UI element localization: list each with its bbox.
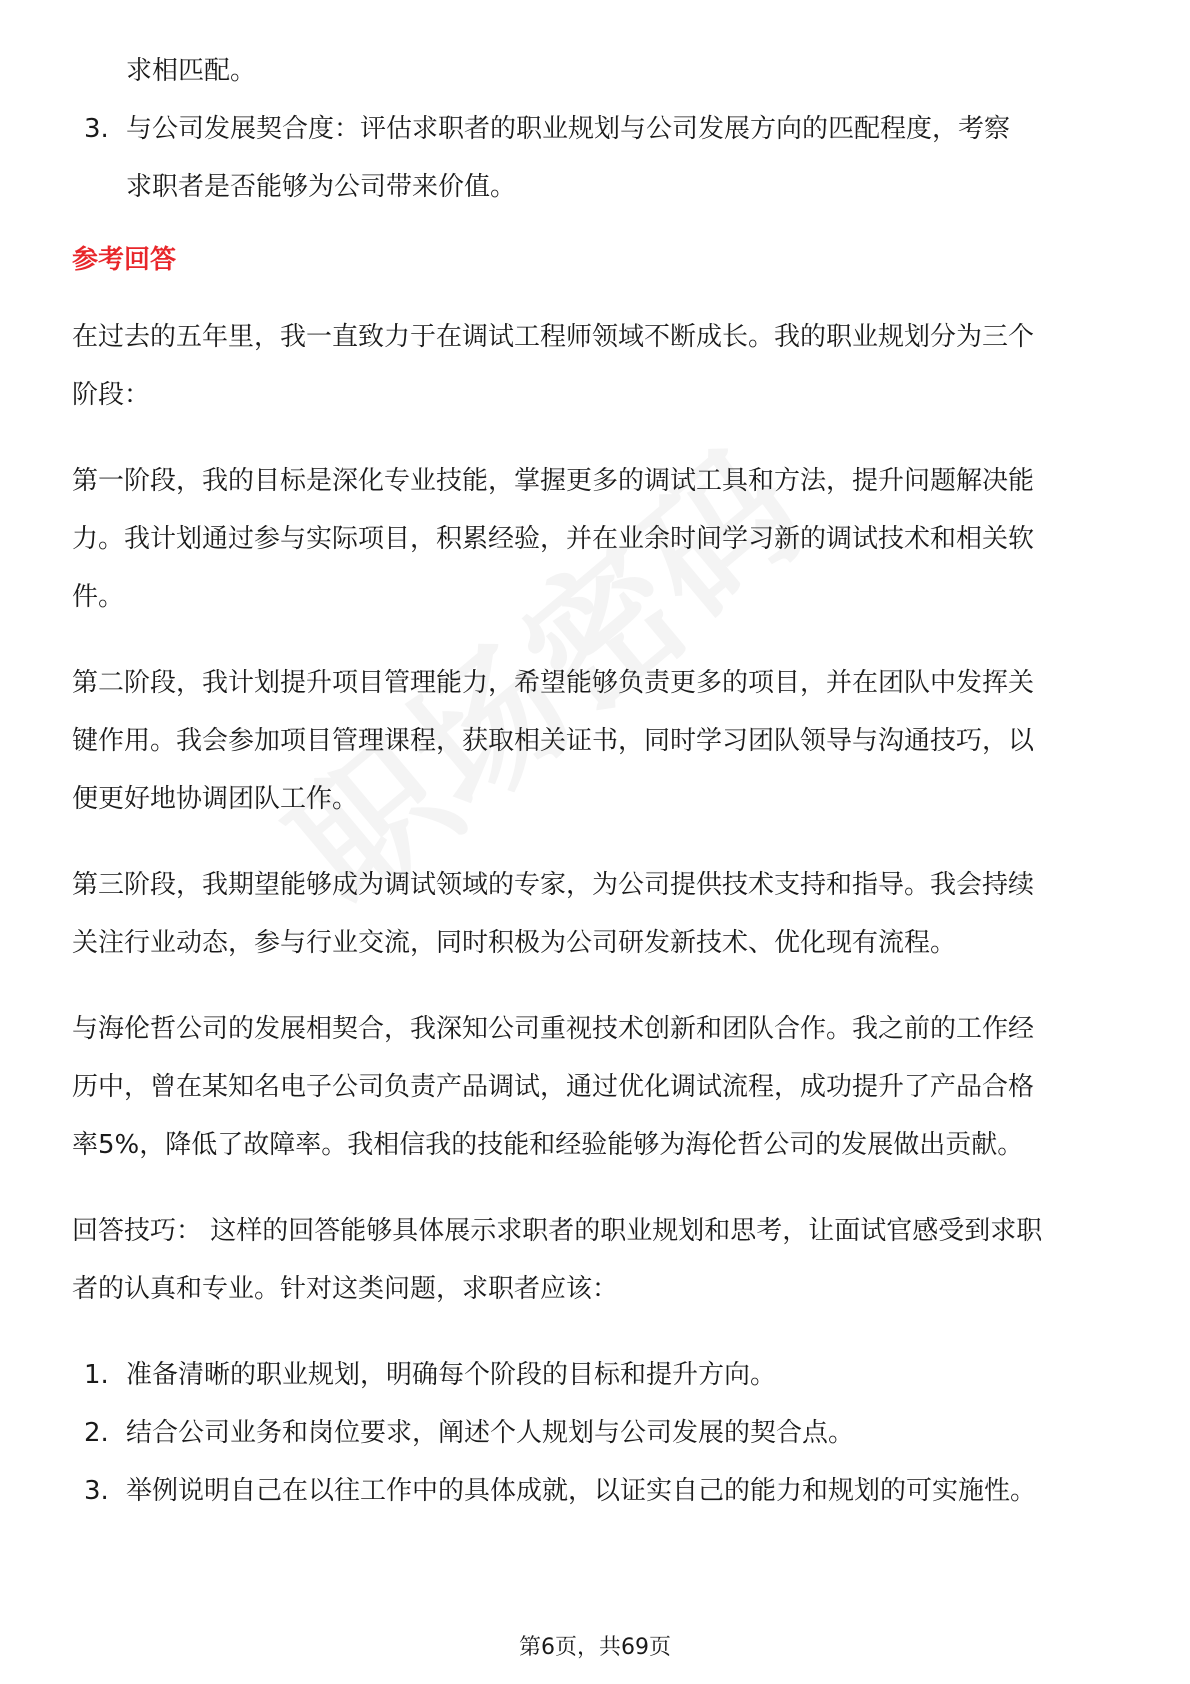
list-item-text: 准备清晰的职业规划，明确每个阶段的目标和提升方向。 xyxy=(126,1360,777,1390)
list-number: 3. xyxy=(84,1476,109,1506)
page-footer: 第6页，共69页 xyxy=(519,1635,671,1660)
list-item-line2: 求职者是否能够为公司带来价值。 xyxy=(126,172,517,202)
list-number: 3. xyxy=(84,114,109,144)
paragraph-stage-1: 第一阶段，我的目标是深化专业技能，掌握更多的调试工具和方法，提升问题解决能力。我计划通过参与实际项目，积累经验，并在业余时间学习新的调试技术和相关软件。 xyxy=(72,466,1035,612)
list-item xyxy=(72,1404,1122,1462)
paragraph-company-fit: 与海伦哲公司的发展相契合，我深知公司重视技术创新和团队合作。我之前的工作经历中，曾在某知名电子公司负责产品调试，通过优化调试流程，成功提升了产品合格率5%，降低了故障率。我相信我的技能和经验能够为海伦哲公司的发展做出贡献。 xyxy=(72,1014,1035,1160)
paragraph-tips-intro: 回答技巧： 这样的回答能够具体展示求职者的职业规划和思考，让面试官感受到求职者的认真和专业。针对这类问题，求职者应该： xyxy=(72,1216,1043,1304)
list-continuation: 求相匹配。 xyxy=(126,56,257,86)
list-item xyxy=(72,1346,1122,1404)
list-number: 1. xyxy=(84,1360,109,1390)
section-heading: 参考回答 xyxy=(72,245,177,275)
paragraph-intro: 在过去的五年里，我一直致力于在调试工程师领域不断成长。我的职业规划分为三个阶段： xyxy=(72,322,1035,410)
list-item xyxy=(72,1462,1046,1520)
tips-list xyxy=(72,1346,1122,1520)
criteria-list xyxy=(72,100,1122,216)
list-item xyxy=(72,100,1122,216)
list-item-line1: 与公司发展契合度：评估求职者的职业规划与公司发展方向的匹配程度，考察 xyxy=(126,114,1011,144)
page-content xyxy=(72,42,1122,1540)
list-item-text: 举例说明自己在以往工作中的具体成就，以证实自己的能力和规划的可实施性。 xyxy=(126,1476,1037,1506)
paragraph-stage-2: 第二阶段，我计划提升项目管理能力，希望能够负责更多的项目，并在团队中发挥关键作用。我会参加项目管理课程，获取相关证书，同时学习团队领导与沟通技巧，以便更好地协调团队工作。 xyxy=(72,668,1035,814)
paragraph-stage-3: 第三阶段，我期望能够成为调试领域的专家，为公司提供技术支持和指导。我会持续关注行业动态，参与行业交流，同时积极为公司研发新技术、优化现有流程。 xyxy=(72,870,1035,958)
list-number: 2. xyxy=(84,1418,109,1448)
list-item-text: 结合公司业务和岗位要求，阐述个人规划与公司发展的契合点。 xyxy=(126,1418,855,1448)
